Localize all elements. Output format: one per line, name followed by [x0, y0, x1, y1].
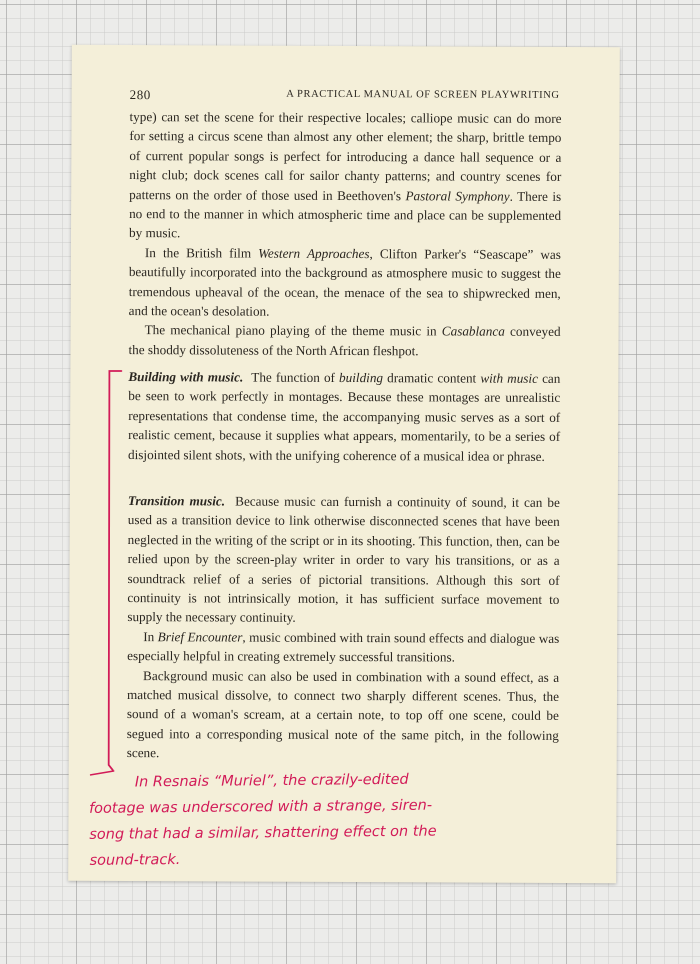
- paragraph: Background music can also be used in combination with a sound effect, as a matched musical dissolve, to connect two sharply different scenes. Thus, the sound of a woman's scream, at a certain note, to top off one scene, could be segued into a corresponding musical note of the same pitch, in the following scene.: [126, 667, 560, 761]
- paragraph: The mechanical piano playing of the theme music in Casablanca conveyed the shoddy dissoluteness of the North African fleshpot.: [128, 322, 561, 359]
- paragraph: In Brief Encounter, music combined with train sound effects and dialogue was especially helpful in creating extremely successful transitions.: [127, 628, 560, 665]
- paragraph: In the British film Western Approaches, Clifton Parker's “Seascape” was beautifully incorporated into the background as atmosphere music to suggest the tremendous upheaval of the ocean, the menace of the sea to shipwrecked men, and the ocean's desolation.: [128, 244, 561, 319]
- note-line: sound-track.: [89, 852, 181, 869]
- note-line: song that had a similar, shattering effect on the: [89, 823, 437, 843]
- handwritten-note: [89, 765, 590, 874]
- paragraph: type) can set the scene for their respective locales; calliope music can do more for setting a circus scene than almost any other element; the sharp, brittle tempo of current popular songs is perfect for introducing a dance hall sequence or a night club; dock scenes call for sailor chanty patterns; and country scenes for patterns on the order of those used in Beethoven's Pastoral Symphony. There is no end to the manner in which atmospheric time and place can be supplemented by music.: [128, 109, 562, 241]
- paragraph: Building with music. The function of building dramatic content with music can be seen to work perfectly in montages. Because these montages are unrealistic representations that condense time, the accompanying music serves as a sort of realistic cement, because it supplies what appears, momentarily, to be a series of disjointed silent shots, with the unifying coherence of a musical idea or phrase.: [128, 369, 561, 464]
- section-heading: Building with music.: [128, 369, 244, 385]
- running-title: A PRACTICAL MANUAL OF SCREEN PLAYWRITING: [286, 88, 560, 101]
- note-line: In Resnais “Muriel”, the crazily-edited: [134, 771, 409, 791]
- section-heading: Transition music.: [127, 493, 226, 509]
- page-number: 280: [129, 87, 151, 103]
- paragraph: Transition music. Because music can furnish a continuity of sound, it can be used as a transition device to link otherwise disconnected scenes that have been neglected in the writing of the script or in its shooting. This function, then, can be relied upon by the screen-play writer in order to vary his transitions, or as a soundtrack relief of a series of pictorial transitions. Although this sort of continuity is not intrinsically motion, it has sufficient surface movement to supply the necessary continuity.: [127, 493, 560, 626]
- margin-bracket-mark: [68, 45, 620, 883]
- book-page: [68, 45, 620, 883]
- note-line: footage was underscored with a strange, siren-: [88, 797, 433, 817]
